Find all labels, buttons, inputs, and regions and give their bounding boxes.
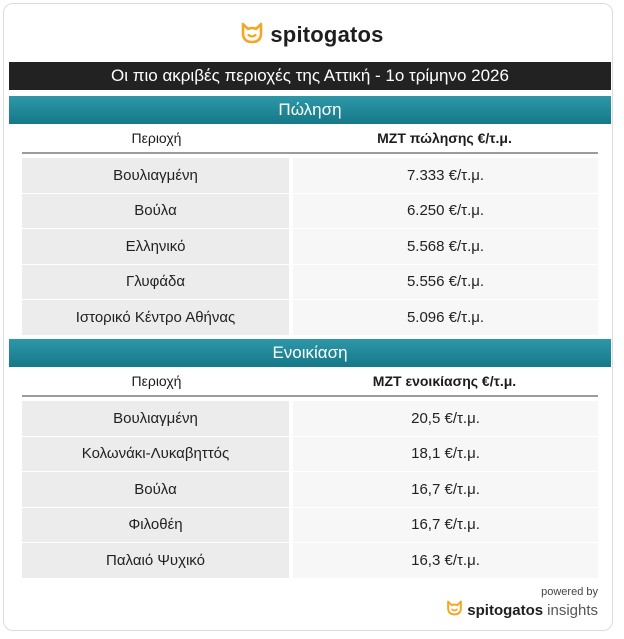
- area-cell: Βουλιαγμένη: [22, 401, 289, 437]
- area-cell: Γλυφάδα: [22, 265, 289, 301]
- footer-brand-main: spitogatos: [467, 602, 544, 619]
- rent-table-header: [22, 367, 598, 397]
- value-cell: 16,7 €/τ.μ.: [293, 508, 598, 544]
- area-cell: Ιστορικό Κέντρο Αθήνας: [22, 300, 289, 336]
- table-row: [22, 508, 598, 544]
- brand-logo-text: spitogatos: [270, 22, 384, 47]
- value-cell: 20,5 €/τ.μ.: [293, 401, 598, 437]
- table-row: [22, 229, 598, 265]
- table-row: [22, 437, 598, 473]
- table-row: [22, 194, 598, 230]
- table-row: [22, 543, 598, 579]
- table-row: [22, 300, 598, 336]
- value-cell: 6.250 €/τ.μ.: [293, 194, 598, 230]
- table-row: [22, 158, 598, 194]
- table-row: [22, 472, 598, 508]
- rent-table: [22, 367, 598, 579]
- value-cell: 16,7 €/τ.μ.: [293, 472, 598, 508]
- powered-by-label: powered by: [541, 586, 598, 598]
- rent-col-area: Περιοχή: [131, 373, 182, 389]
- cat-logo-icon: [446, 600, 463, 621]
- footer-brand-sub: insights: [547, 602, 598, 619]
- brand-logo: [0, 20, 624, 50]
- sale-col-area: Περιοχή: [131, 130, 182, 146]
- table-row: [22, 401, 598, 437]
- sale-table: [22, 124, 598, 336]
- value-cell: 5.568 €/τ.μ.: [293, 229, 598, 265]
- area-cell: Βούλα: [22, 472, 289, 508]
- sale-col-value: ΜΖΤ πώλησης €/τ.μ.: [377, 130, 512, 146]
- table-row: [22, 265, 598, 301]
- area-cell: Παλαιό Ψυχικό: [22, 543, 289, 579]
- value-cell: 18,1 €/τ.μ.: [293, 437, 598, 473]
- sale-table-header: [22, 124, 598, 154]
- area-cell: Βουλιαγμένη: [22, 158, 289, 194]
- value-cell: 5.096 €/τ.μ.: [293, 300, 598, 336]
- area-cell: Κολωνάκι-Λυκαβηττός: [22, 437, 289, 473]
- sale-rows: [22, 158, 598, 336]
- section-header-rent: Ενοικίαση: [9, 339, 611, 367]
- cat-logo-icon: [240, 22, 264, 49]
- value-cell: 16,3 €/τ.μ.: [293, 543, 598, 579]
- value-cell: 5.556 €/τ.μ.: [293, 265, 598, 301]
- rent-col-value: ΜΖΤ ενοικίασης €/τ.μ.: [372, 373, 517, 389]
- rent-rows: [22, 401, 598, 579]
- footer-branding: [418, 586, 598, 626]
- footer-brand: [446, 600, 598, 621]
- area-cell: Βούλα: [22, 194, 289, 230]
- page-title: Οι πιο ακριβές περιοχές της Αττική - 1ο τρίμηνο 2026: [9, 62, 611, 90]
- area-cell: Ελληνικό: [22, 229, 289, 265]
- value-cell: 7.333 €/τ.μ.: [293, 158, 598, 194]
- area-cell: Φιλοθέη: [22, 508, 289, 544]
- section-header-sale: Πώληση: [9, 96, 611, 124]
